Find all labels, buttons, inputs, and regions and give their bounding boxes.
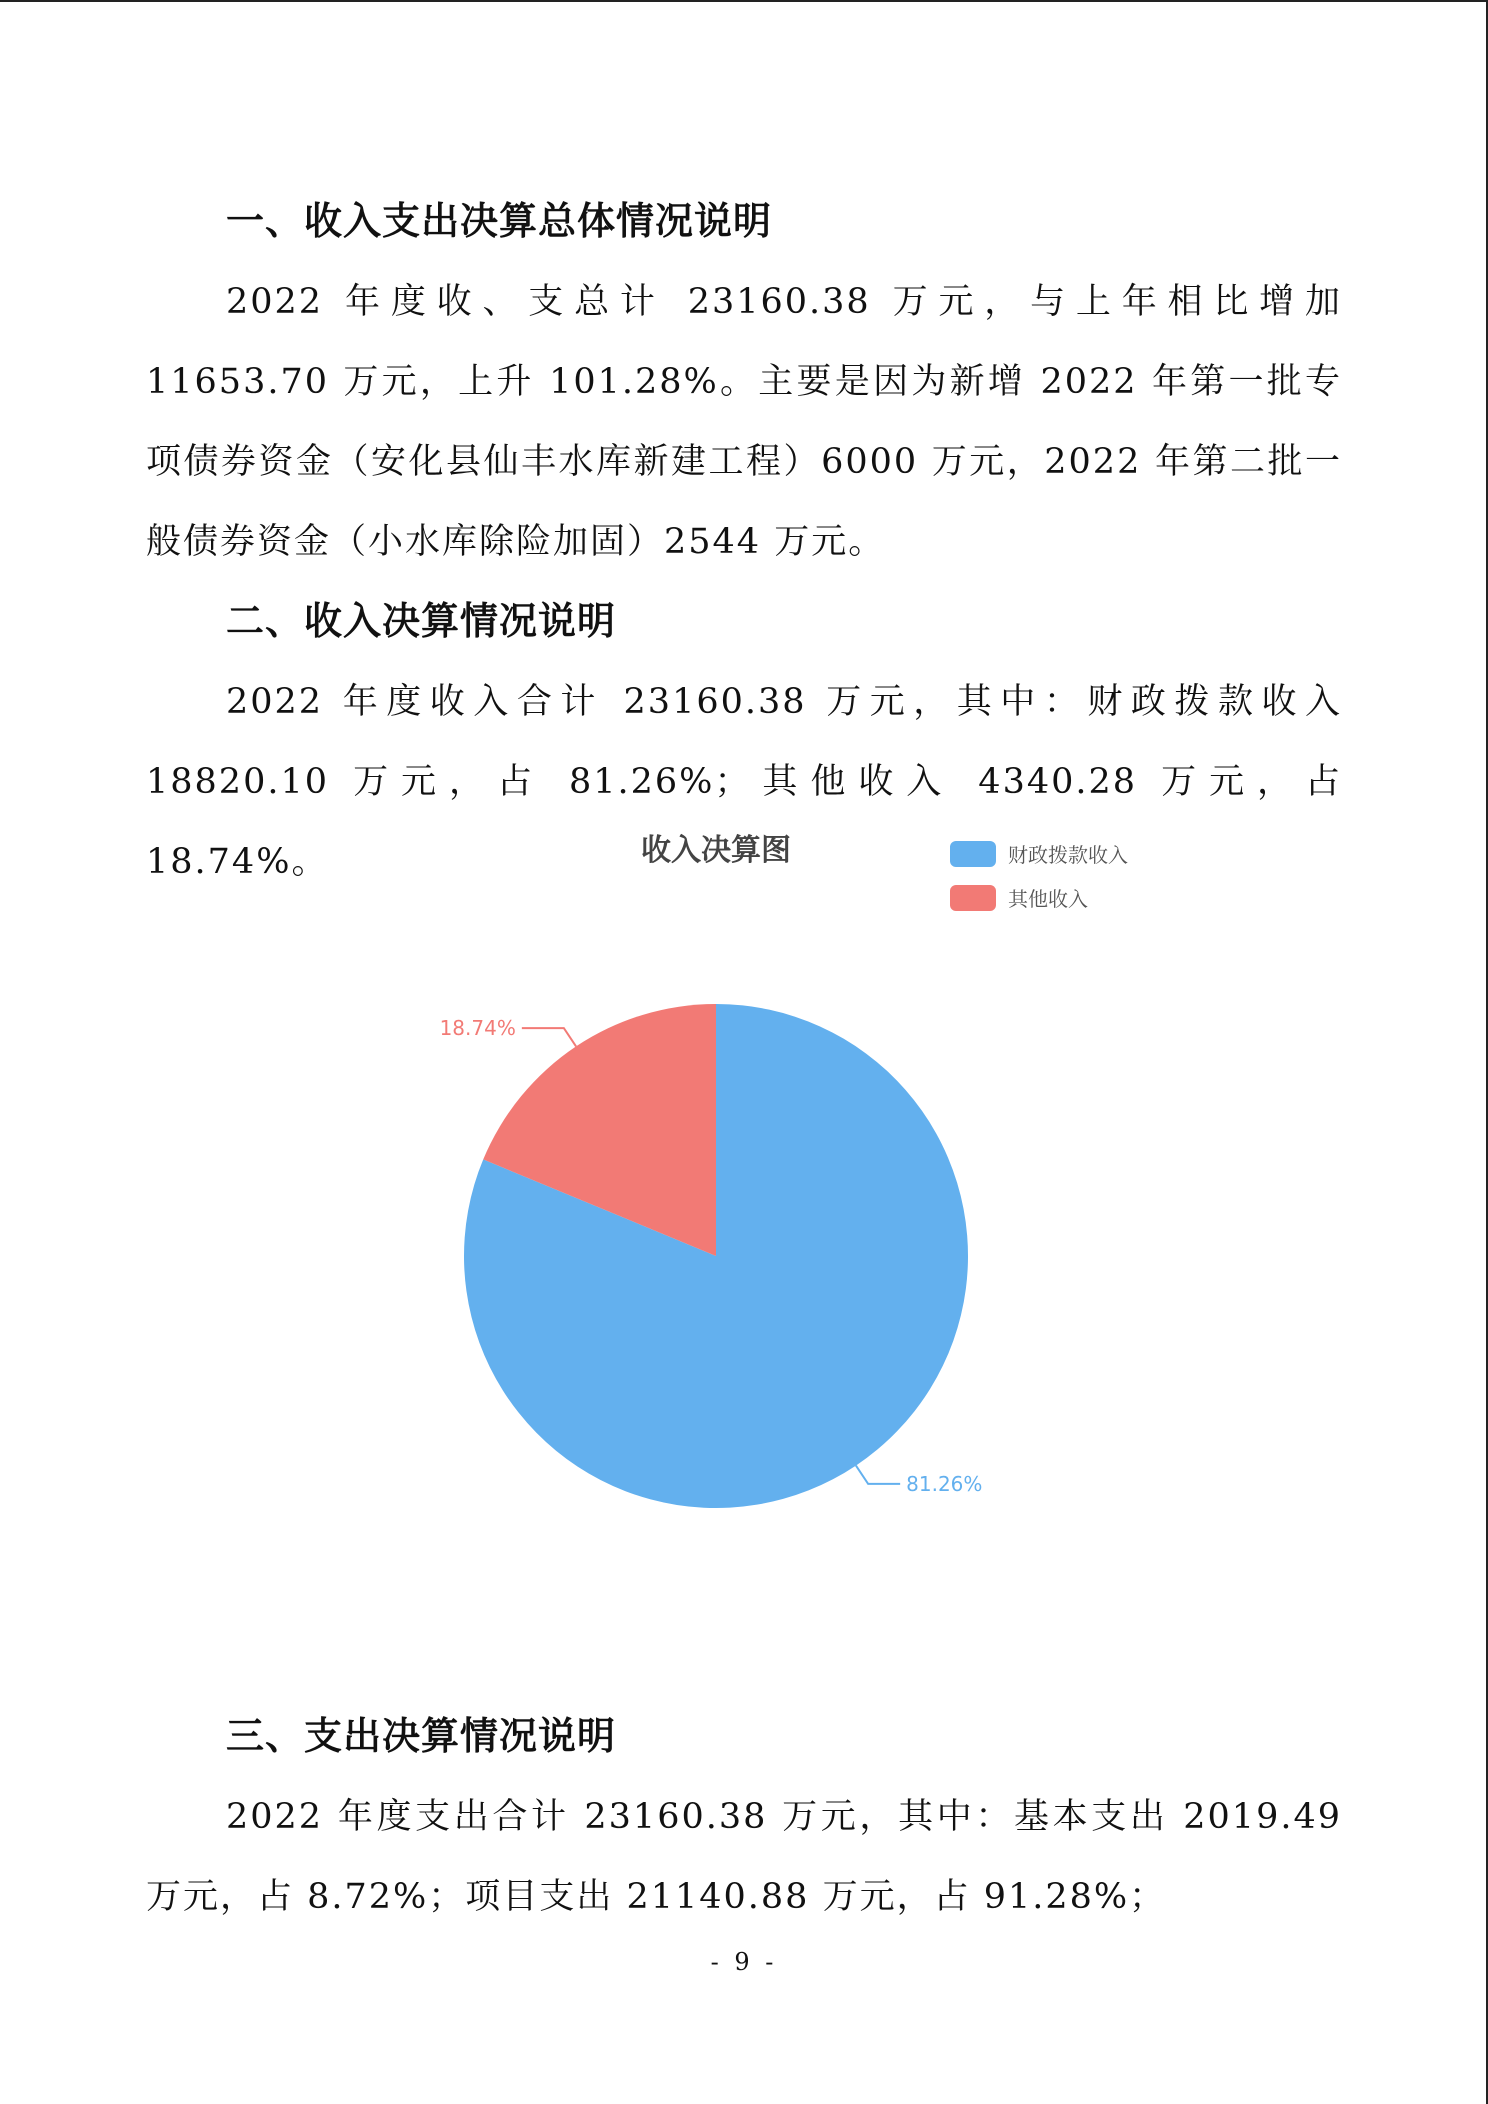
section-3-heading: 三、支出决算情况说明	[226, 1714, 617, 1758]
section-3-paragraph: 2022 年度支出合计 23160.38 万元，其中：基本支出 2019.49 万元，占 8.72%；项目支出 21140.88 万元，占 91.28%；	[146, 1797, 1342, 1917]
page-border-top	[0, 0, 1488, 2]
income-pie-chart	[420, 820, 1180, 1540]
section-1-heading: 一、收入支出决算总体情况说明	[226, 199, 773, 243]
section-1-paragraph: 2022 年度收、支总计 23160.38 万元，与上年相比增加 11653.70 万元，上升 101.28%。主要是因为新增 2022 年第一批专项债券资金（安化县仙丰水库新建工程）6000 万元，2022 年第二批一般债券资金（小水库除险加固）2544 万元。	[146, 282, 1342, 562]
pie-label-other: 18.74%	[439, 1016, 516, 1041]
legend-label-other: 其他收入	[1008, 887, 1088, 911]
pie-label-fiscal: 81.26%	[906, 1471, 983, 1496]
legend-swatch-fiscal	[950, 841, 996, 867]
pie-label-fiscal-leader	[856, 1466, 900, 1484]
chart-title: 收入决算图	[641, 833, 791, 868]
legend-swatch-other	[950, 885, 996, 911]
page-number: - 9 -	[710, 1948, 778, 1976]
section-2-paragraph: 2022 年度收入合计 23160.38 万元，其中：财政拨款收入 18820.10 万元，占 81.26%；其他收入 4340.28 万元，占 18.74%。	[146, 682, 1342, 882]
legend-label-fiscal: 财政拨款收入	[1008, 843, 1128, 867]
section-2-heading: 二、收入决算情况说明	[226, 599, 617, 643]
pie-label-other-leader	[522, 1028, 576, 1046]
